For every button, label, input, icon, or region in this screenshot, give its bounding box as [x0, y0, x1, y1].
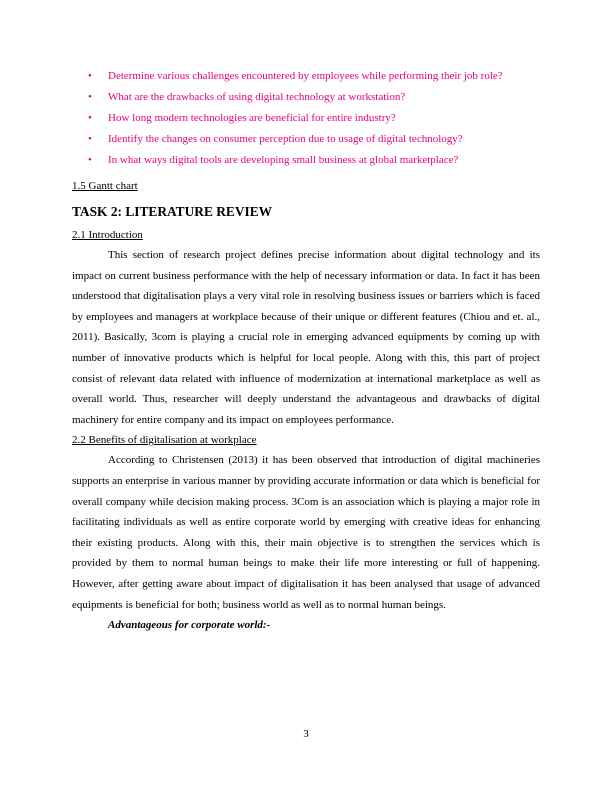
bullet-icon: • [88, 154, 92, 166]
benefits-heading: 2.2 Benefits of digitalisation at workplace [72, 434, 257, 447]
research-questions-list [72, 66, 540, 171]
introduction-heading: 2.1 Introduction [72, 229, 143, 241]
bullet-icon: • [88, 112, 92, 124]
introduction-paragraph: This section of research project defines precise information about digital technology and its impact on current business performance with the help of necessary information or data. In fact it has been understood that digitalisation plays a very vital role in resolving business issues or barriers which is faced by employees and managers at workplace because of their unique or different features (Chiou and et. al., 2011). Basically, 3com is playing a crucial role in emerging advanced equipments by coming up with number of innovative products which is helpful for local people. Along with this, this part of project consist of relevant data related with influence of modernization at international marketplace as well as overall world. Thus, researcher will deeply understand the advantageous and drawbacks of digital machinery for entire company and its impact on employees performance. [72, 249, 540, 426]
list-item: • Determine various challenges encountered by employees while performing their job role? [72, 66, 540, 87]
list-item: • In what ways digital tools are developing small business at global marketplace? [72, 150, 540, 171]
bullet-icon: • [88, 70, 92, 82]
advantageous-subheading: Advantageous for corporate world:- [108, 619, 271, 632]
bullet-icon: • [88, 133, 92, 145]
list-item: • Identify the changes on consumer perception due to usage of digital technology? [72, 129, 540, 150]
gantt-chart-heading: 1.5 Gantt chart [72, 180, 138, 192]
benefits-paragraph: According to Christensen (2013) it has been observed that introduction of digital machineries supports an enterprise in various manner by providing accurate information or data which is beneficial for overall company while decision making process. 3Com is an association which is playing a major role in facilitating individuals as well as entire corporate world by emerging with creative ideas for enhancing their existing products. Along with this, their main objective is to strengthen the services which is provided by them to normal human beings to make their life more interesting or full of happening. However, after getting aware about impact of digitalisation it has been analysed that usage of advanced equipments is beneficial for both; business world as well as to normal human beings. [72, 454, 540, 611]
bullet-icon: • [88, 91, 92, 103]
list-item: • What are the drawbacks of using digital technology at workstation? [72, 87, 540, 108]
task-heading: TASK 2: LITERATURE REVIEW [72, 204, 273, 219]
document-page [72, 66, 540, 635]
list-item: • How long modern technologies are beneficial for entire industry? [72, 108, 540, 129]
page-number: 3 [303, 728, 309, 740]
